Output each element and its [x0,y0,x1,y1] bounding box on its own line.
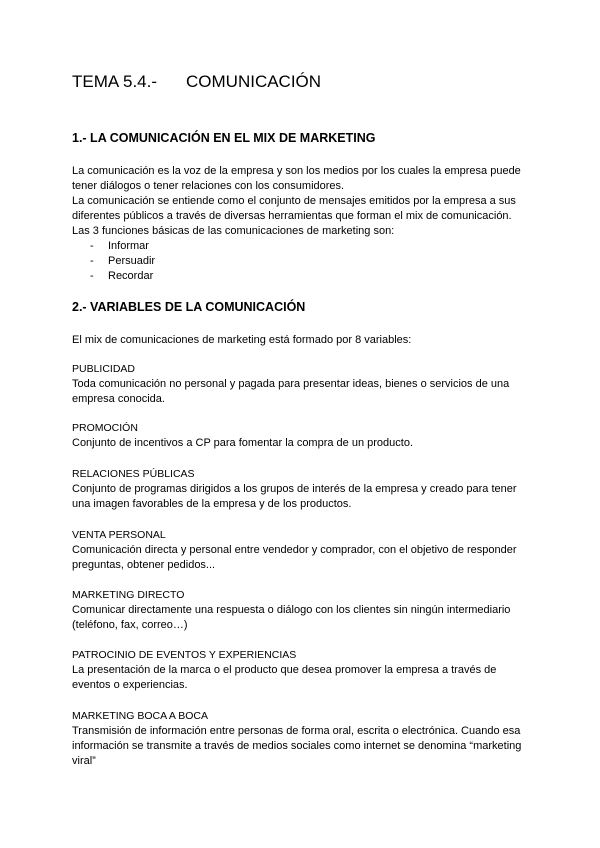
paragraph-line: Las 3 funciones básicas de las comunicaciones de marketing son: [72,225,395,237]
functions-list [90,239,155,284]
variable-description: Conjunto de incentivos a CP para fomentar la compra de un producto. [72,437,413,449]
variable-name: PATROCINIO DE EVENTOS Y EXPERIENCIAS [72,649,297,661]
section2-intro: El mix de comunicaciones de marketing está formado por 8 variables: [72,334,412,346]
variable-name: RELACIONES PÚBLICAS [72,468,195,480]
section2-heading: 2.- VARIABLES DE LA COMUNICACIÓN [72,300,306,314]
title-text: COMUNICACIÓN [186,72,322,91]
variable-name: MARKETING DIRECTO [72,589,185,601]
page-title [72,72,321,92]
list-item: - Informar [90,240,149,252]
section1-paragraph [72,164,542,239]
variable-description: Transmisión de información entre personas de forma oral, escrita o electrónica. Cuando esa información se transmite a través de medios sociales como internet se denomina “marketing viral” [72,725,522,767]
bullet-dash: - [90,240,94,252]
list-item: - Persuadir [90,255,156,267]
paragraph-line: La comunicación se entiende como el conjunto de mensajes emitidos por la empresa a sus [72,195,516,207]
variable-description: La presentación de la marca o el producto que desea promover la empresa a través de eventos o experiencias. [72,664,497,691]
variable-description: Comunicar directamente una respuesta o diálogo con los clientes sin ningún intermediario (teléfono, fax, correo…) [72,604,511,631]
paragraph-line: La comunicación es la voz de la empresa y son los medios por los cuales la empresa puede [72,165,521,177]
variable-name: VENTA PERSONAL [72,529,166,541]
variable-name: PROMOCIÓN [72,422,138,434]
section1-heading: 1.- LA COMUNICACIÓN EN EL MIX DE MARKETING [72,131,376,145]
paragraph-line: diferentes públicos a través de diversas herramientas que forman el mix de comunicación. [72,210,512,222]
bullet-dash: - [90,255,94,267]
variable-description: Conjunto de programas dirigidos a los grupos de interés de la empresa y creado para tener una imagen favorables de la empresa y de los productos. [72,483,517,510]
bullet-dash: - [90,270,94,282]
list-item: - Recordar [90,270,154,282]
variable-name: MARKETING BOCA A BOCA [72,710,208,722]
variable-description: Toda comunicación no personal y pagada para presentar ideas, bienes o servicios de una empresa conocida. [72,378,510,405]
variable-name: PUBLICIDAD [72,363,136,375]
title-number: TEMA 5.4.- [72,72,158,91]
variable-description: Comunicación directa y personal entre vendedor y comprador, con el objetivo de responder preguntas, obtener pedidos... [72,544,517,571]
paragraph-line: tener diálogos o tener relaciones con los consumidores. [72,180,345,192]
